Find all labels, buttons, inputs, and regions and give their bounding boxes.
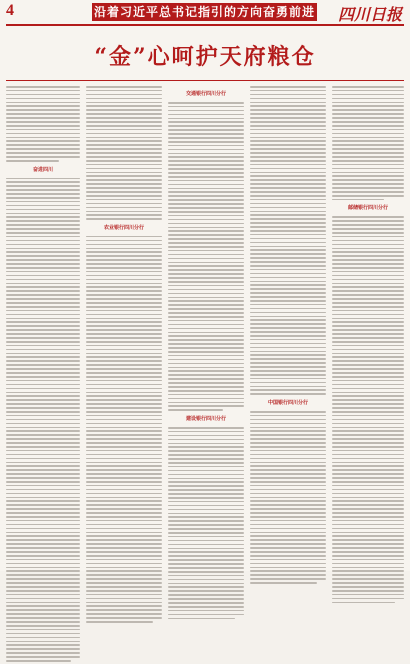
lead-paragraph xyxy=(6,86,80,162)
headline: “金”心呵护天府粮仓 xyxy=(94,44,316,70)
section-heading: 交通银行四川分行 xyxy=(185,91,226,97)
section-heading: 建设银行四川分行 xyxy=(185,415,226,422)
section-heading: 中国银行四川分行 xyxy=(267,399,308,406)
page-header xyxy=(0,0,410,36)
masthead-logo: 四川日报 xyxy=(337,7,402,24)
column-4 xyxy=(250,86,326,586)
section-heading: 邮储银行四川分行 xyxy=(347,205,388,212)
header-rule xyxy=(6,24,404,26)
section-heading: 农业银行四川分行 xyxy=(103,224,144,231)
article-text xyxy=(332,86,404,200)
article-text xyxy=(86,236,162,623)
article-text xyxy=(6,178,80,662)
article-text xyxy=(332,216,404,603)
column-2 xyxy=(86,86,162,625)
article-text xyxy=(250,86,326,395)
column-3 xyxy=(168,86,244,621)
article-text xyxy=(168,102,244,411)
article-text xyxy=(250,411,326,584)
kicker-text: 沿着习近平总书记指引的方向奋勇前进 xyxy=(93,5,315,19)
headline-rule xyxy=(6,80,404,81)
column-5 xyxy=(332,86,404,605)
article-text xyxy=(168,427,244,619)
section-heading: 奋进四川 xyxy=(32,166,53,173)
page-number: 4 xyxy=(6,2,14,19)
article-text xyxy=(86,86,162,220)
column-1 xyxy=(6,86,80,664)
